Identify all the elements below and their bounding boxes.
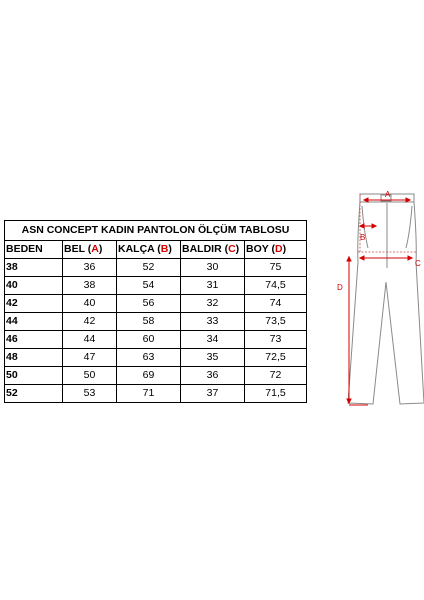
table-row bbox=[5, 295, 307, 313]
size-cell: 38 bbox=[5, 259, 63, 277]
table-row bbox=[5, 385, 307, 403]
size-cell: 48 bbox=[5, 349, 63, 367]
size-cell: 46 bbox=[5, 331, 63, 349]
measurement-cell: 56 bbox=[117, 295, 181, 313]
measure-dash-lines bbox=[349, 194, 416, 404]
measurement-cell: 30 bbox=[181, 259, 245, 277]
table-row bbox=[5, 277, 307, 295]
size-chart-table bbox=[4, 220, 307, 403]
table-row bbox=[5, 313, 307, 331]
measurement-cell: 58 bbox=[117, 313, 181, 331]
measurement-cell: 40 bbox=[63, 295, 117, 313]
header-hip: KALÇA (B) bbox=[117, 241, 181, 259]
table-header-row bbox=[5, 241, 307, 259]
measurement-cell: 44 bbox=[63, 331, 117, 349]
table-row bbox=[5, 259, 307, 277]
measurement-cell: 72 bbox=[245, 367, 307, 385]
header-waist: BEL (A) bbox=[63, 241, 117, 259]
label-a: A bbox=[385, 190, 391, 199]
measurement-cell: 60 bbox=[117, 331, 181, 349]
table-title-row bbox=[5, 221, 307, 241]
size-cell: 52 bbox=[5, 385, 63, 403]
size-cell: 42 bbox=[5, 295, 63, 313]
measurement-cell: 47 bbox=[63, 349, 117, 367]
measurement-cell: 33 bbox=[181, 313, 245, 331]
table-row bbox=[5, 349, 307, 367]
header-thigh: BALDIR (C) bbox=[181, 241, 245, 259]
measurement-cell: 42 bbox=[63, 313, 117, 331]
measurement-cell: 73 bbox=[245, 331, 307, 349]
measurement-cell: 74,5 bbox=[245, 277, 307, 295]
header-length: BOY (D) bbox=[245, 241, 307, 259]
measurement-cell: 34 bbox=[181, 331, 245, 349]
pants-measurement-diagram bbox=[324, 182, 424, 414]
measurement-cell: 73,5 bbox=[245, 313, 307, 331]
measurement-cell: 74 bbox=[245, 295, 307, 313]
size-cell: 40 bbox=[5, 277, 63, 295]
size-cell: 50 bbox=[5, 367, 63, 385]
measurement-cell: 38 bbox=[63, 277, 117, 295]
measurement-cell: 69 bbox=[117, 367, 181, 385]
header-size: BEDEN bbox=[5, 241, 63, 259]
table-title: ASN CONCEPT KADIN PANTOLON ÖLÇÜM TABLOSU bbox=[5, 221, 307, 241]
measurement-cell: 36 bbox=[181, 367, 245, 385]
measurement-cell: 71 bbox=[117, 385, 181, 403]
table-row bbox=[5, 331, 307, 349]
measurement-cell: 35 bbox=[181, 349, 245, 367]
label-b: B bbox=[360, 233, 366, 242]
measurement-cell: 36 bbox=[63, 259, 117, 277]
measurement-cell: 71,5 bbox=[245, 385, 307, 403]
measurement-cell: 50 bbox=[63, 367, 117, 385]
size-cell: 44 bbox=[5, 313, 63, 331]
label-d: D bbox=[337, 283, 343, 292]
measurement-cell: 75 bbox=[245, 259, 307, 277]
measurement-cell: 37 bbox=[181, 385, 245, 403]
label-c: C bbox=[415, 259, 421, 268]
measure-arrows bbox=[347, 198, 412, 405]
measurement-cell: 54 bbox=[117, 277, 181, 295]
pants-outline bbox=[348, 194, 424, 404]
measurement-cell: 52 bbox=[117, 259, 181, 277]
measurement-cell: 32 bbox=[181, 295, 245, 313]
measurement-cell: 53 bbox=[63, 385, 117, 403]
measurement-cell: 31 bbox=[181, 277, 245, 295]
measurement-cell: 72,5 bbox=[245, 349, 307, 367]
table-row bbox=[5, 367, 307, 385]
measurement-cell: 63 bbox=[117, 349, 181, 367]
